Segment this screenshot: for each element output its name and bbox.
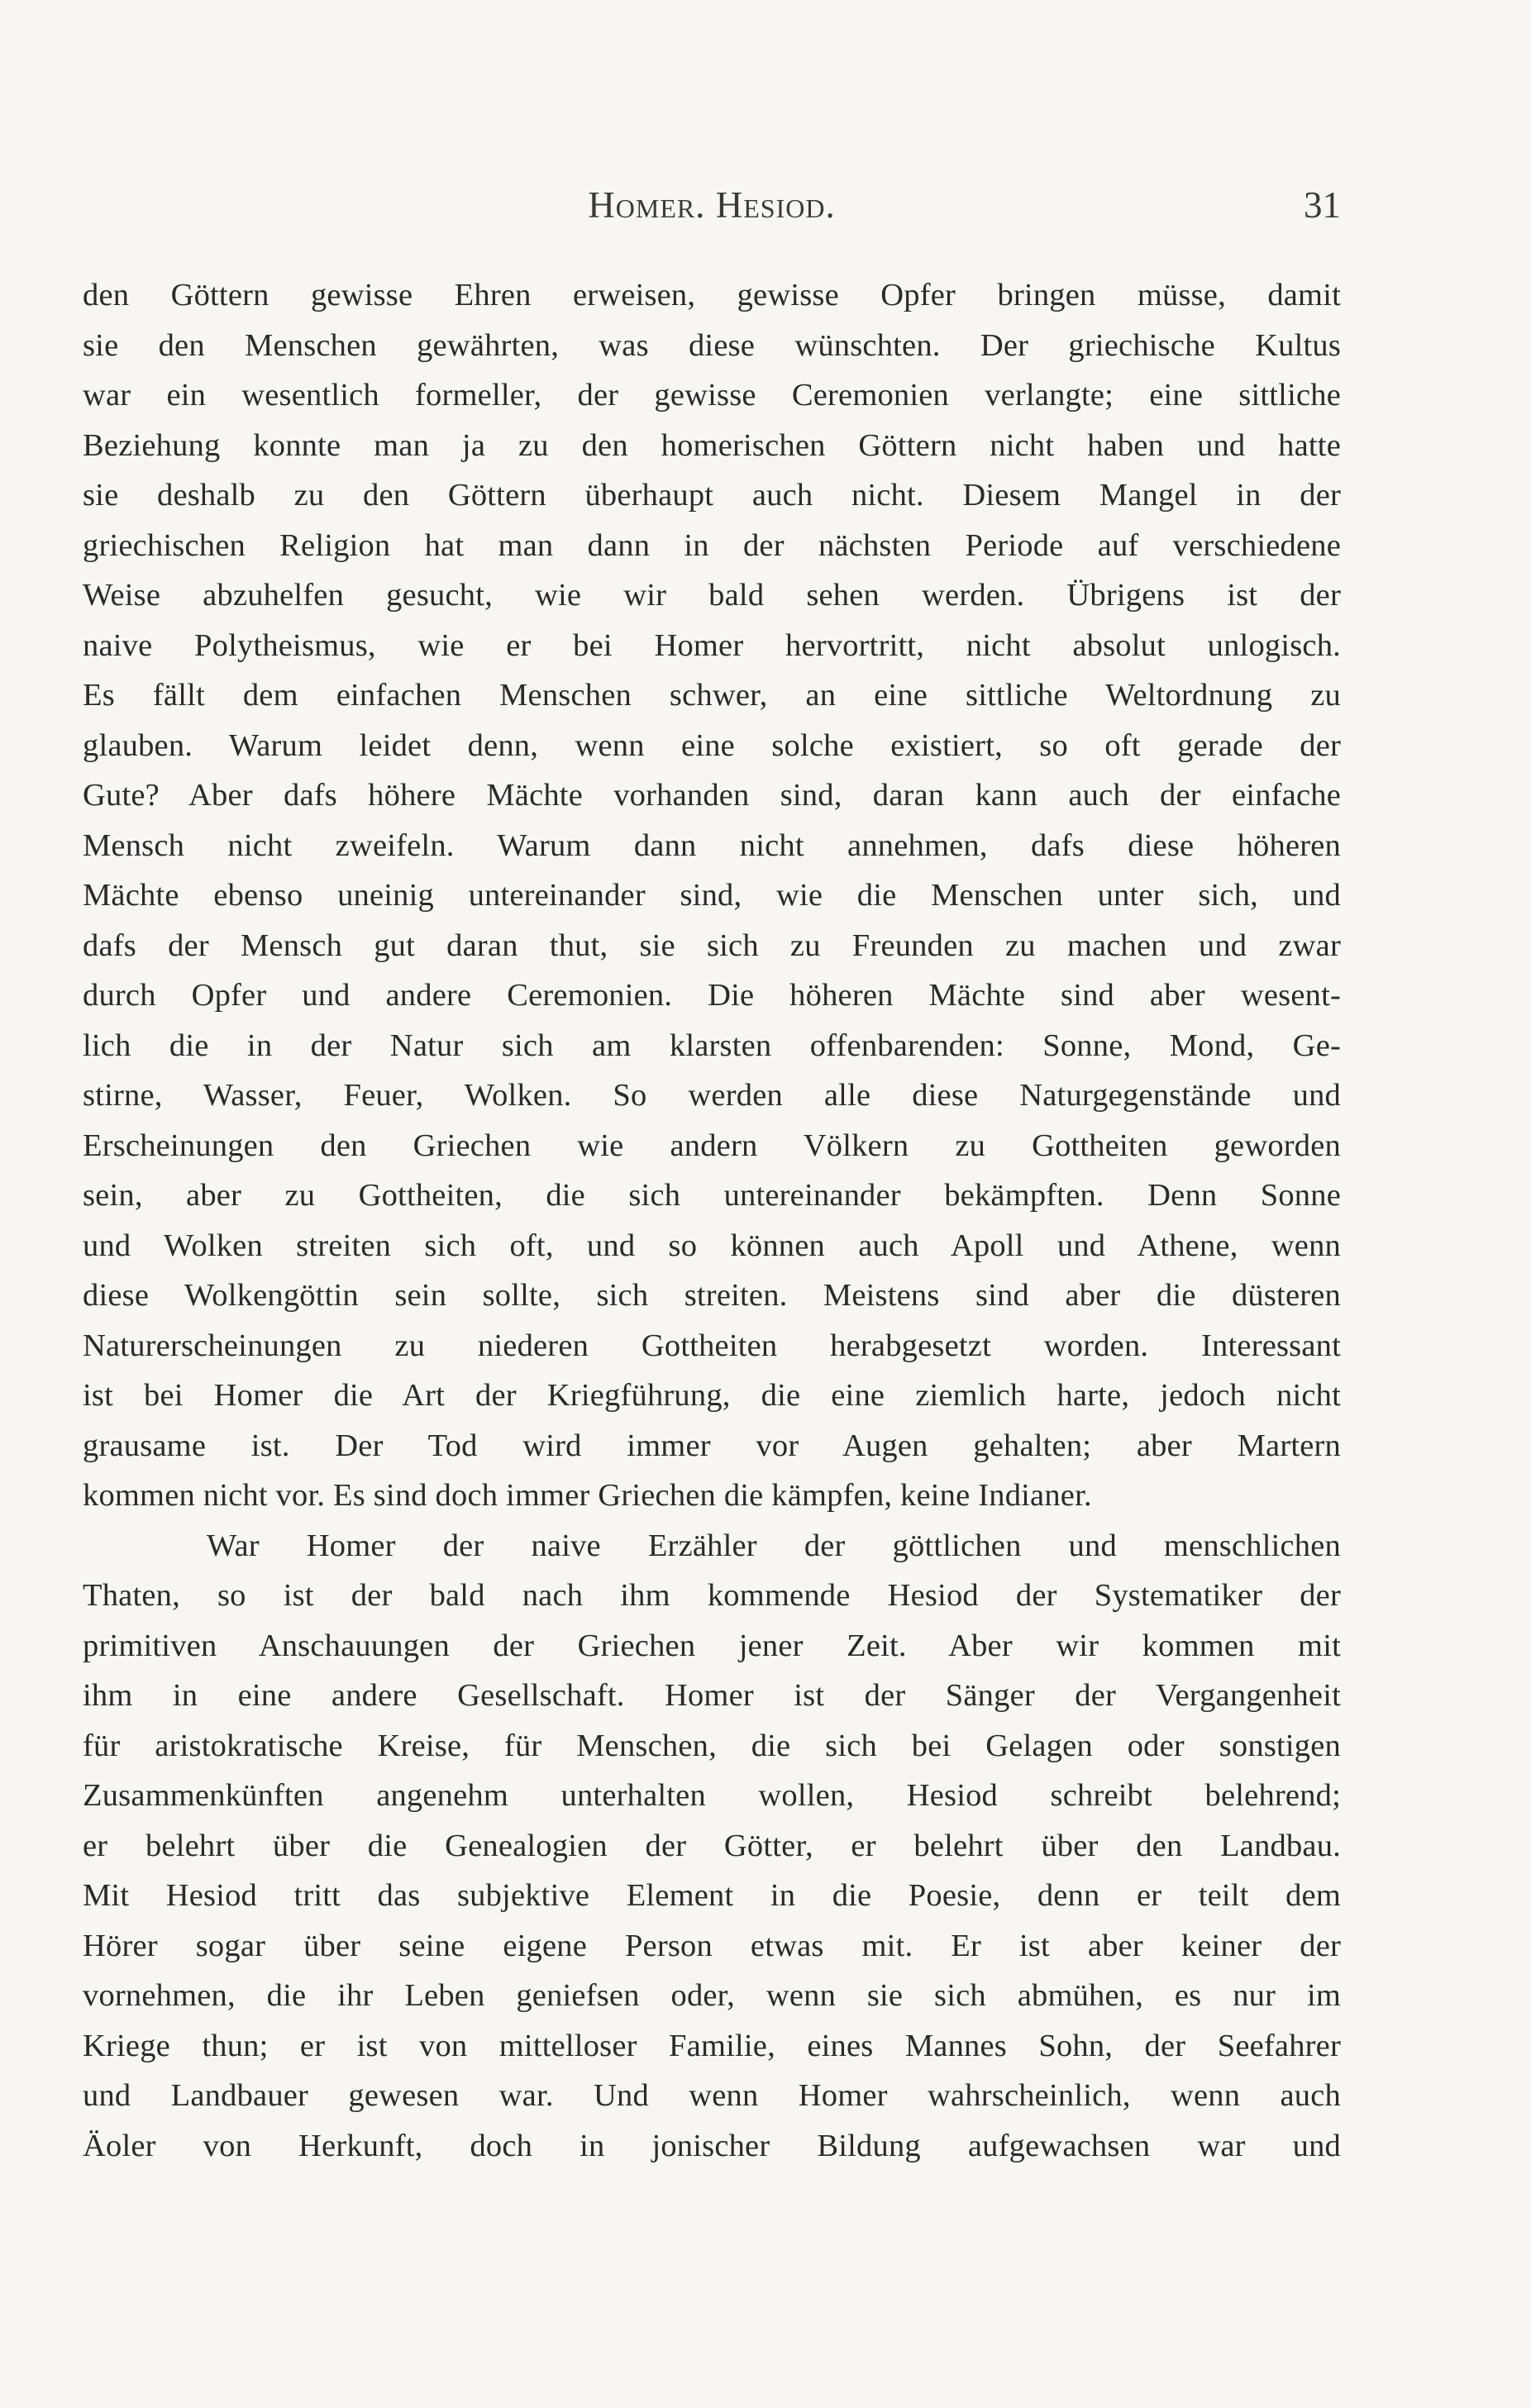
text-line: Hörer sogar über seine eigene Person etwas mit. Er ist aber keiner der [83, 1928, 1341, 1963]
text-line: für aristokratische Kreise, für Menschen, die sich bei Gelagen oder sonstigen [83, 1728, 1341, 1763]
text-line: war ein wesentlich formeller, der gewisse Ceremonien verlangte; eine sittliche [83, 378, 1341, 412]
text-line: Erscheinungen den Griechen wie andern Völkern zu Gottheiten geworden [83, 1128, 1341, 1163]
text-line: Beziehung konnte man ja zu den homerischen Göttern nicht haben und hatte [83, 427, 1341, 463]
text-line: sein, aber zu Gottheiten, die sich untereinander bekämpften. Denn Sonne [83, 1178, 1341, 1213]
text-line: Kriege thun; er ist von mittelloser Familie, eines Mannes Sohn, der Seefahrer [83, 2028, 1341, 2063]
text-line: naive Polytheismus, wie er bei Homer hervortritt, nicht absolut unlogisch. [83, 627, 1341, 663]
text-line: Zusammenkünften angenehm unterhalten wollen, Hesiod schreibt belehrend; [83, 1778, 1341, 1813]
paragraph-end-line: kommen nicht vor. Es sind doch immer Griechen die kämpfen, keine Indianer. [83, 1478, 1092, 1513]
running-head [83, 184, 1341, 233]
text-line: lich die in der Natur sich am klarsten offenbarenden: Sonne, Mond, Ge- [83, 1028, 1341, 1063]
text-line: den Göttern gewisse Ehren erweisen, gewisse Opfer bringen müsse, damit [83, 278, 1341, 312]
text-line: glauben. Warum leidet denn, wenn eine solche existiert, so oft gerade der [83, 727, 1341, 763]
text-line: sie den Menschen gewährten, was diese wünschten. Der griechische Kultus [83, 327, 1341, 363]
text-line: und Landbauer gewesen war. Und wenn Homer wahrscheinlich, wenn auch [83, 2078, 1341, 2113]
text-line: Naturerscheinungen zu niederen Gottheiten herabgesetzt worden. Interessant [83, 1328, 1341, 1363]
text-line: und Wolken streiten sich oft, und so können auch Apoll und Athene, wenn [83, 1228, 1341, 1263]
text-line: durch Opfer und andere Ceremonien. Die höheren Mächte sind aber wesent- [83, 978, 1341, 1013]
text-line: ihm in eine andere Gesellschaft. Homer ist der Sänger der Vergangenheit [83, 1678, 1341, 1713]
text-line: Mensch nicht zweifeln. Warum dann nicht annehmen, dafs diese höheren [83, 827, 1341, 863]
text-line: ist bei Homer die Art der Kriegführung, die eine ziemlich harte, jedoch nicht [83, 1378, 1341, 1413]
text-line: Weise abzuhelfen gesucht, wie wir bald sehen werden. Übrigens ist der [83, 578, 1341, 613]
text-line: Thaten, so ist der bald nach ihm kommende Hesiod der Systematiker der [83, 1578, 1341, 1613]
text-line: grausame ist. Der Tod wird immer vor Augen gehalten; aber Martern [83, 1428, 1341, 1463]
text-line: stirne, Wasser, Feuer, Wolken. So werden alle diese Naturgegenstände und [83, 1078, 1341, 1113]
page-number: 31 [1304, 184, 1341, 226]
text-line: diese Wolkengöttin sein sollte, sich streiten. Meistens sind aber die düsteren [83, 1278, 1341, 1313]
body-text [83, 270, 1341, 2171]
text-line: Gute? Aber dafs höhere Mächte vorhanden sind, daran kann auch der einfache [83, 778, 1341, 813]
text-line: Äoler von Herkunft, doch in jonischer Bildung aufgewachsen war und [83, 2128, 1341, 2163]
text-line: dafs der Mensch gut daran thut, sie sich zu Freunden zu machen und zwar [83, 927, 1341, 963]
text-line: Mächte ebenso uneinig untereinander sind, wie die Menschen unter sich, und [83, 878, 1341, 913]
text-line: vornehmen, die ihr Leben geniefsen oder, wenn sie sich abmühen, es nur im [83, 1978, 1341, 2013]
text-line: er belehrt über die Genealogien der Götter, er belehrt über den Landbau. [83, 1828, 1341, 1863]
text-line: primitiven Anschauungen der Griechen jener Zeit. Aber wir kommen mit [83, 1628, 1341, 1663]
text-line: Mit Hesiod tritt das subjektive Element in die Poesie, denn er teilt dem [83, 1878, 1341, 1913]
text-line: Es fällt dem einfachen Menschen schwer, an eine sittliche Weltordnung zu [83, 678, 1341, 713]
paragraph-start-line: War Homer der naive Erzähler der göttlichen und menschlichen [207, 1528, 1341, 1563]
text-line: sie deshalb zu den Göttern überhaupt auch nicht. Diesem Mangel in der [83, 478, 1341, 513]
text-line: griechischen Religion hat man dann in der nächsten Periode auf verschiedene [83, 527, 1341, 563]
running-title: Homer. Hesiod. [588, 184, 836, 226]
